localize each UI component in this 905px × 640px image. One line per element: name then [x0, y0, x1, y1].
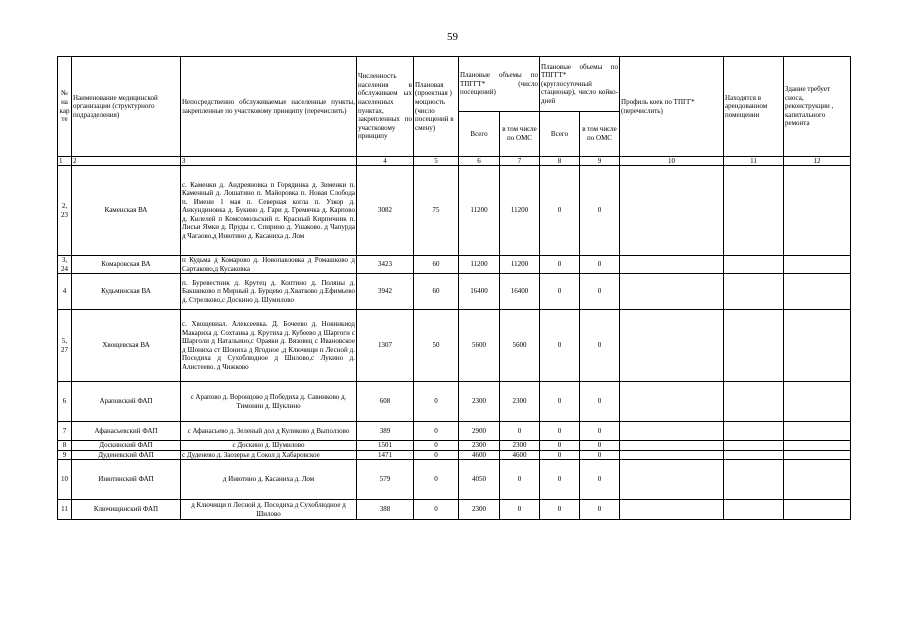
rented-cell: [724, 450, 784, 460]
row-number-cell: 3, 24: [58, 256, 72, 274]
population-cell: 389: [357, 422, 414, 441]
beds-total-cell: 0: [540, 460, 580, 500]
visits-oms-cell: 0: [500, 500, 540, 520]
beds-oms-cell: 0: [580, 500, 620, 520]
settlements-cell: с. Хвощевиал. Алексеевка. Д. Бочеево д. Новинкиод Макариха д. Сохтанка д. Крутиха д. Кубеево д Шаргоги с Шарголи д Натальино,с Ораяки д. Вязовец с Ивановское д Шониха ст Шониха д Ягодное ,д Ключищи п Лесной д. Поседиха д Сухоблюдное д Шилово,с Лукино д. Алистеево. д Чижково: [181, 310, 357, 382]
table-row: [58, 274, 851, 310]
visits-oms-cell: 11200: [500, 256, 540, 274]
beds-oms-cell: 0: [580, 166, 620, 256]
org-name-cell: Каменская ВА: [72, 166, 181, 256]
header-rented: Находятся в арендованном помещении: [724, 57, 784, 157]
beds-total-cell: 0: [540, 500, 580, 520]
row-number-cell: 6: [58, 382, 72, 422]
table-row: [58, 256, 851, 274]
beds-oms-cell: 0: [580, 256, 620, 274]
beds-total-cell: 0: [540, 382, 580, 422]
bed-profile-cell: [620, 500, 724, 520]
col-number: 11: [724, 157, 784, 166]
header-visits-oms: в том числе по ОМС: [500, 112, 540, 157]
capacity-cell: 0: [414, 450, 459, 460]
header-row-1: [58, 57, 851, 112]
col-number: 7: [500, 157, 540, 166]
table-row: [58, 310, 851, 382]
population-cell: 3942: [357, 274, 414, 310]
visits-total-cell: 2900: [459, 422, 500, 441]
bed-profile-cell: [620, 422, 724, 441]
demolition-cell: [784, 166, 851, 256]
rented-cell: [724, 256, 784, 274]
beds-oms-cell: 0: [580, 274, 620, 310]
visits-total-cell: 5600: [459, 310, 500, 382]
settlements-cell: с. Каменки д. Андреяновка п Горядинка д. Зименки п. Каменный д. Лошатино п. Майоровка п. Новая Слобода п. Имени 1 мая п. Северная когла п. Узкор д. Анкундиновка д. Букино д. Гари д. Гремячка д. Карпово д. Килелей п Комсомольский п. Красный Кирпичник п. Лисьи Ямки д. Пруды с. Спирино д. Ушаково. д Чапурда д Чагаово,д Инютино д. Касаниха д. Лом: [181, 166, 357, 256]
header-demolition: Здание требует сноса, реконструкции , капитального ремонта: [784, 57, 851, 157]
header-points: Непосредственно обслуживаемые населенные пункты, закрепленные по участковому принципу (перечислить): [181, 57, 357, 157]
demolition-cell: [784, 422, 851, 441]
row-number-cell: 5, 27: [58, 310, 72, 382]
beds-total-cell: 0: [540, 256, 580, 274]
col-number: 12: [784, 157, 851, 166]
bed-profile-cell: [620, 441, 724, 451]
beds-total-cell: 0: [540, 166, 580, 256]
rented-cell: [724, 500, 784, 520]
row-number-cell: 2, 23: [58, 166, 72, 256]
org-name-cell: Инютинский ФАП: [72, 460, 181, 500]
header-ptpgt-beds: Плановые объемы по ТПГГТ* (круглосуточный стационар), число койко-дней: [540, 57, 620, 112]
bed-profile-cell: [620, 310, 724, 382]
visits-oms-cell: 4600: [500, 450, 540, 460]
table-row: [58, 382, 851, 422]
visits-total-cell: 11200: [459, 166, 500, 256]
beds-oms-cell: 0: [580, 382, 620, 422]
visits-total-cell: 2300: [459, 382, 500, 422]
visits-oms-cell: 0: [500, 422, 540, 441]
rented-cell: [724, 382, 784, 422]
capacity-cell: 0: [414, 422, 459, 441]
col-number: 6: [459, 157, 500, 166]
beds-total-cell: 0: [540, 274, 580, 310]
row-number-cell: 10: [58, 460, 72, 500]
col-number: 9: [580, 157, 620, 166]
settlements-cell: п Кудьма д Комарово д. Новопавловка д Ромашково д Сартаково,д Кусаковка: [182, 256, 355, 273]
beds-oms-cell: 0: [580, 310, 620, 382]
table-row: [58, 422, 851, 441]
header-ptpgt-visits: Плановые объемы по ТПГГТ* (число посещений): [459, 57, 540, 112]
beds-total-cell: 0: [540, 441, 580, 451]
population-cell: 579: [357, 460, 414, 500]
rented-cell: [724, 310, 784, 382]
visits-total-cell: 2300: [459, 441, 500, 451]
demolition-cell: [784, 441, 851, 451]
beds-total-cell: 0: [540, 422, 580, 441]
settlements-cell: д Инютино д. Касаниха д. Лом: [181, 460, 357, 500]
org-name-cell: Кудьминская ВА: [72, 274, 181, 310]
table-row: [58, 166, 851, 256]
demolition-cell: [784, 450, 851, 460]
bed-profile-cell: [620, 460, 724, 500]
table-body: [58, 166, 851, 520]
visits-oms-cell: 2300: [500, 441, 540, 451]
population-cell: 1471: [357, 450, 414, 460]
col-number: 2: [72, 157, 181, 166]
capacity-cell: 60: [414, 274, 459, 310]
visits-oms-cell: 11200: [500, 166, 540, 256]
capacity-cell: 0: [414, 441, 459, 451]
rented-cell: [724, 274, 784, 310]
row-number-cell: 4: [58, 274, 72, 310]
beds-oms-cell: 0: [580, 460, 620, 500]
settlements-cell: д Ключищи п Лесной д. Поседиха д Сухоблюдное д Шилово: [181, 500, 357, 520]
org-name-cell: Комаровская ВА: [72, 256, 181, 274]
visits-total-cell: 11200: [459, 256, 500, 274]
settlements-cell: с Афанасьево д. Зеленый дол д Куликово д Выползово: [181, 422, 357, 441]
visits-oms-cell: 5600: [500, 310, 540, 382]
settlements-cell: с Дуденево д. Заозерье д Сокол д Хабаровское: [181, 450, 357, 460]
visits-total-cell: 16400: [459, 274, 500, 310]
table-row: [58, 441, 851, 451]
org-name-cell: Дуденевский ФАП: [72, 450, 181, 460]
org-name-cell: Доскинский ФАП: [72, 441, 181, 451]
settlements-cell: с Доскино д. Шумилово: [181, 441, 357, 451]
visits-total-cell: 4600: [459, 450, 500, 460]
beds-total-cell: 0: [540, 450, 580, 460]
col-number: 5: [414, 157, 459, 166]
header-visits-total: Всего: [459, 112, 500, 157]
demolition-cell: [784, 382, 851, 422]
capacity-cell: 0: [414, 460, 459, 500]
settlements-cell: с Арапово д. Воронцово д Победиха д. Савинково д. Тимонин д. Шуклино: [181, 382, 357, 422]
org-name-cell: Афанасьевский ФАП: [72, 422, 181, 441]
header-beds-total: Всего: [540, 112, 580, 157]
population-cell: 388: [357, 500, 414, 520]
demolition-cell: [784, 460, 851, 500]
header-org: Наименование медицинской организации (структурного подразделения): [72, 57, 181, 157]
demolition-cell: [784, 256, 851, 274]
beds-oms-cell: 0: [580, 450, 620, 460]
row-number-cell: 7: [58, 422, 72, 441]
demolition-cell: [784, 500, 851, 520]
org-name-cell: Хвощевская ВА: [72, 310, 181, 382]
visits-total-cell: 2300: [459, 500, 500, 520]
row-number-cell: 9: [58, 450, 72, 460]
bed-profile-cell: [620, 166, 724, 256]
rented-cell: [724, 166, 784, 256]
bed-profile-cell: [620, 382, 724, 422]
col-number: 4: [357, 157, 414, 166]
col-number: 10: [620, 157, 724, 166]
column-number-row: [58, 157, 851, 166]
bed-profile-cell: [620, 450, 724, 460]
beds-total-cell: 0: [540, 310, 580, 382]
capacity-cell: 0: [414, 382, 459, 422]
visits-oms-cell: 16400: [500, 274, 540, 310]
bed-profile-cell: [620, 274, 724, 310]
org-name-cell: Ключищинский ФАП: [72, 500, 181, 520]
beds-oms-cell: 0: [580, 422, 620, 441]
visits-total-cell: 4050: [459, 460, 500, 500]
table-row: [58, 450, 851, 460]
col-number: 8: [540, 157, 580, 166]
header-bed-profile: Профиль коек по ТПГГ* (перечислить): [620, 57, 724, 157]
header-num: № на кар те: [58, 57, 72, 157]
capacity-cell: 75: [414, 166, 459, 256]
demolition-cell: [784, 310, 851, 382]
visits-oms-cell: 0: [500, 460, 540, 500]
population-cell: 1501: [357, 441, 414, 451]
col-number: 1: [58, 157, 72, 166]
population-cell: 608: [357, 382, 414, 422]
page-number: 59: [447, 31, 458, 43]
population-cell: 1307: [357, 310, 414, 382]
capacity-cell: 0: [414, 500, 459, 520]
table-row: [58, 460, 851, 500]
col-number: 3: [181, 157, 357, 166]
population-cell: 3423: [357, 256, 414, 274]
rented-cell: [724, 441, 784, 451]
population-cell: 3082: [357, 166, 414, 256]
demolition-cell: [784, 274, 851, 310]
beds-oms-cell: 0: [580, 441, 620, 451]
capacity-cell: 50: [414, 310, 459, 382]
settlements-cell: п. Буревестник д. Крутец д. Коптино д. Поляны д. Бакшиково п Мирный д. Бурцево д.Хватково д.Ефимьево д. Стрелково,с Доскино д. Шумилово: [181, 274, 357, 310]
rented-cell: [724, 422, 784, 441]
rented-cell: [724, 460, 784, 500]
visits-oms-cell: 2300: [500, 382, 540, 422]
row-number-cell: 8: [58, 441, 72, 451]
table-row: [58, 500, 851, 520]
row-number-cell: 11: [58, 500, 72, 520]
header-population: Численность населения в обслуживаем ых населенных пунктах, закрепленных по участковому принципу: [357, 57, 414, 157]
capacity-cell: 60: [414, 256, 459, 274]
header-capacity: Плановая (проектная ) мощность (число посещений в смену): [414, 57, 459, 157]
facilities-table: [57, 56, 851, 520]
bed-profile-cell: [620, 256, 724, 274]
header-beds-oms: в том числе по ОМС: [580, 112, 620, 157]
org-name-cell: Араповский ФАП: [72, 382, 181, 422]
